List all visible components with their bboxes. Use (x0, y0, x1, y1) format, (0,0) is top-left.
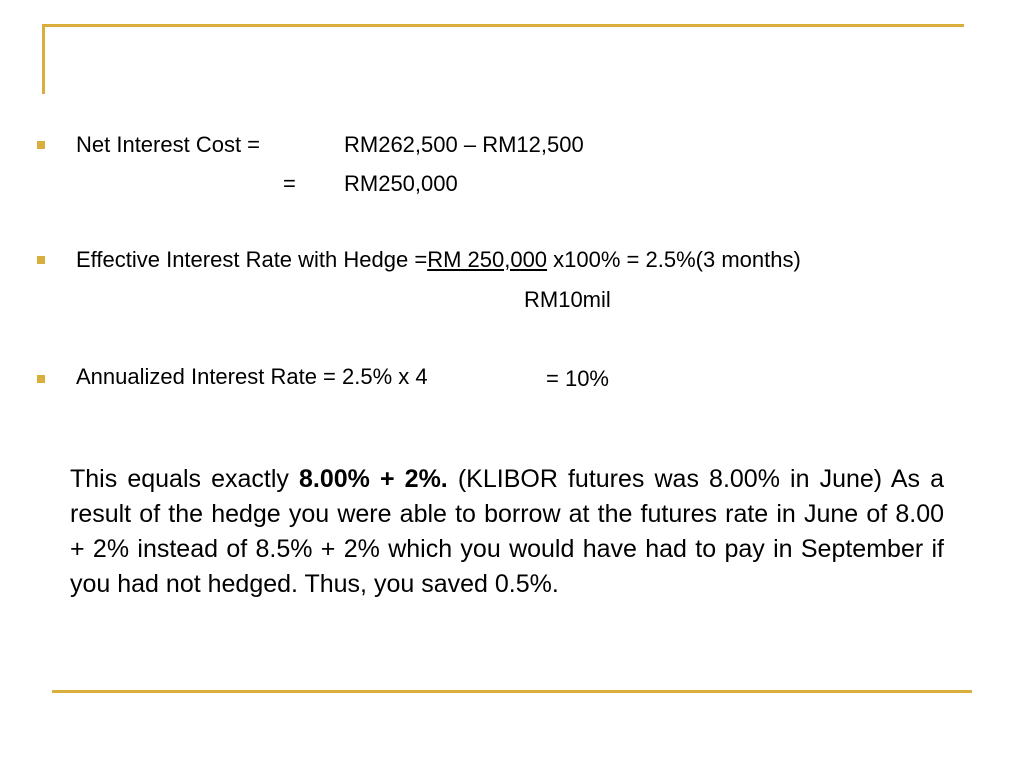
annualized-result: = 10% (546, 366, 609, 391)
square-bullet-icon (37, 375, 45, 383)
frame-top-line (42, 24, 964, 27)
square-bullet-icon (37, 141, 45, 149)
net-interest-label: Net Interest Cost = (76, 132, 261, 157)
square-bullet-icon (37, 256, 45, 264)
annualized-label: Annualized Interest Rate = 2.5% x 4 (76, 364, 428, 389)
net-interest-equals: = (283, 171, 296, 196)
net-interest-value-2: RM250,000 (344, 171, 458, 196)
effective-rate-prefix: Effective Interest Rate with Hedge = (76, 247, 428, 272)
effective-rate-denominator: RM10mil (524, 287, 611, 312)
net-interest-value-1: RM262,500 – RM12,500 (344, 132, 584, 157)
effective-rate-suffix: x100% = 2.5%(3 months) (547, 247, 801, 272)
effective-rate-line (76, 247, 801, 273)
explanation-paragraph (70, 462, 944, 602)
frame-left-line (42, 24, 45, 94)
paragraph-intro: This equals exactly (70, 465, 299, 493)
frame-bottom-line (52, 690, 972, 693)
paragraph-bold: 8.00% + 2%. (299, 465, 448, 493)
effective-rate-numerator: RM 250,000 (427, 247, 548, 272)
paragraph-rest: (KLIBOR futures was 8.00% in June) As a result of the hedge you were able to borrow at the futures rate in June of 8.00 + 2% instead of 8.5% + 2% which you would have had to pay in September if you had not hedged. Thus, you saved 0.5%. (70, 465, 945, 598)
